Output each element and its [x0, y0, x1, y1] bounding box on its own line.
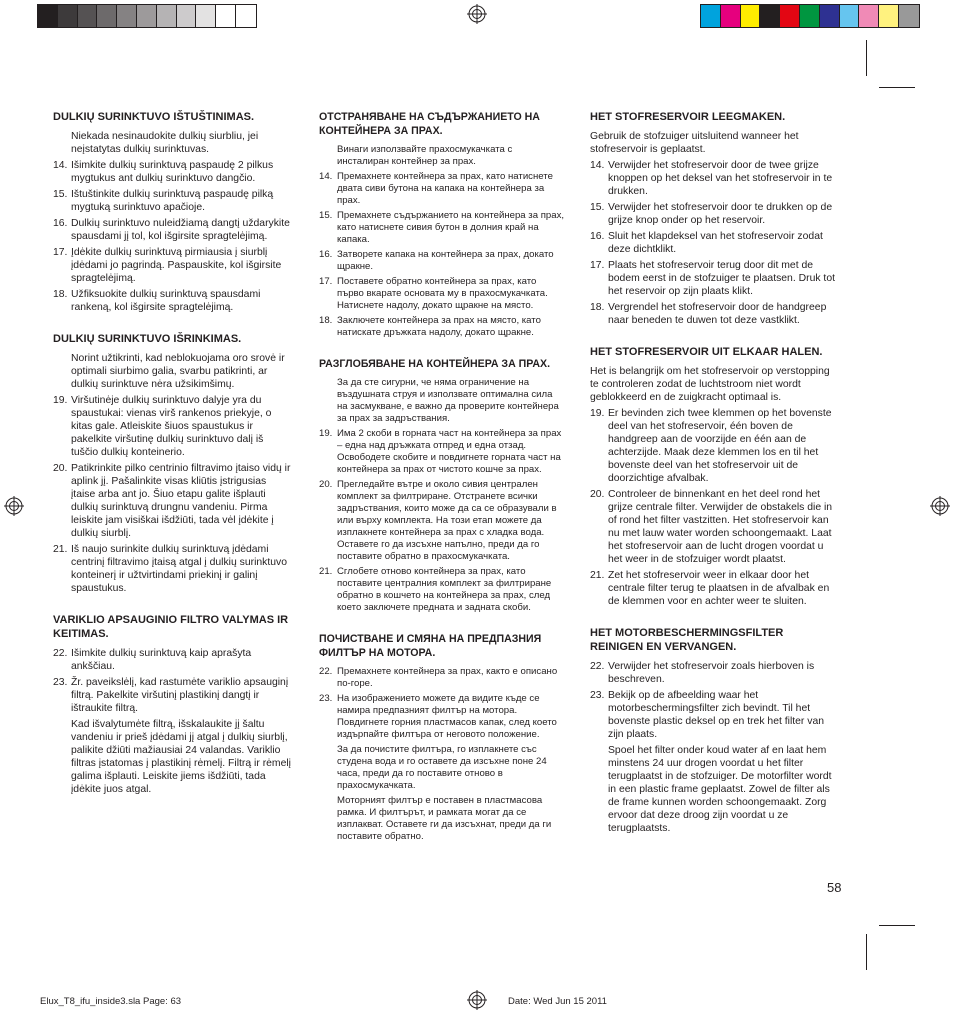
list-item — [319, 315, 565, 339]
color-swatch — [859, 5, 879, 27]
section-heading: DULKIŲ SURINKTUVO IŠTUŠTINIMAS. — [53, 111, 255, 123]
list-item — [53, 543, 293, 595]
step-text: Išimkite dulkių surinktuvą paspaudę 2 pilkus mygtukus ant dulkių surinktuvo dangčio. — [71, 160, 274, 184]
step-number: 19. — [590, 408, 605, 419]
step-text: Zet het stofreservoir weer in elkaar door het centrale filter terug te plaatsen in de afvalbak en de klemmen voor en achter weer te sluiten. — [608, 570, 830, 607]
gray-swatch — [117, 5, 137, 27]
list-item — [590, 660, 835, 686]
list-item — [319, 428, 565, 476]
lt-section-motor-filter — [53, 613, 293, 796]
step-number: 16. — [319, 249, 333, 260]
list-item — [53, 462, 293, 540]
section-heading: HET STOFRESERVOIR LEEGMAKEN. — [590, 111, 786, 123]
dutch-column — [590, 110, 835, 853]
step-text: Controleer de binnenkant en het deel rond het grijze centrale filter. Verwijder de obstakels die in of rond het filter vastzitten. Het stofreservoir kan nu met lauw water worden schoongemaakt. Laat het stofreservoir aan de lucht drogen voordat u het weer in de stofzuiger wordt plaatst. — [608, 489, 833, 565]
list-item — [590, 689, 835, 741]
step-number: 15. — [319, 210, 333, 221]
nl-section-disassembly — [590, 345, 835, 608]
bg-section-motor-filter — [319, 632, 565, 843]
numbered-steps — [590, 159, 835, 327]
numbered-steps — [53, 394, 293, 595]
gray-swatch — [177, 5, 197, 27]
step-number: 20. — [53, 463, 68, 474]
list-item — [319, 479, 565, 563]
list-item — [590, 259, 835, 298]
step-number: 22. — [590, 661, 605, 672]
color-swatch — [741, 5, 761, 27]
section-heading: ПОЧИСТВАНЕ И СМЯНА НА ПРЕДПАЗНИЯ ФИЛТЪР НА МОТОРА. — [319, 633, 542, 659]
lt-section-disassembly — [53, 332, 293, 595]
list-item — [590, 569, 835, 608]
list-item — [590, 407, 835, 485]
list-item — [319, 171, 565, 207]
registration-mark-bottom — [467, 990, 487, 1010]
step-text: Vergrendel het stofreservoir door de handgreep naar beneden te duwen tot deze vastklikt. — [608, 302, 827, 326]
bg-section-emptying — [319, 110, 565, 339]
footer-file-info: Elux_T8_ifu_inside3.sla Page: 63 — [40, 996, 182, 1007]
numbered-steps — [590, 407, 835, 608]
gray-swatch — [137, 5, 157, 27]
gray-swatch — [196, 5, 216, 27]
step-text: Er bevinden zich twee klemmen op het bovenste deel van het stofreservoir, één boven de handgreep aan de voorzijde en één aan de achterzijde. Maak deze klemmen los en til het bovenste deel van het stofreservoir uit de doorzichtige afvalbak. — [608, 408, 832, 484]
lithuanian-column — [53, 110, 293, 814]
section-heading: HET MOTORBESCHERMINGSFILTER REINIGEN EN VERVANGEN. — [590, 627, 784, 653]
numbered-steps — [590, 660, 835, 741]
gray-swatch — [236, 5, 256, 27]
step-number: 17. — [319, 276, 333, 287]
step-text: Затворете капака на контейнера за прах, докато щракне. — [337, 249, 554, 272]
numbered-steps — [319, 666, 565, 741]
bg-section-disassembly — [319, 357, 565, 614]
step-number: 19. — [319, 428, 333, 439]
step-number: 20. — [319, 479, 333, 490]
step-number: 14. — [319, 171, 333, 182]
registration-mark-left — [4, 496, 24, 516]
step-number: 22. — [53, 648, 68, 659]
list-item — [53, 394, 293, 459]
step-text: Поставете обратно контейнера за прах, като първо вкарате основата му в прахосмукачката. Натиснете надолу, докато щракне на място. — [337, 276, 548, 311]
section-intro: Norint užtikrinti, kad neblokuojama oro srovė ir optimali siurbimo galia, svarbu patikrinti, ar dulkių surinktuve nėra užsikimšimų. — [71, 353, 285, 390]
step-number: 15. — [53, 189, 68, 200]
step-number: 23. — [590, 690, 605, 701]
step-number: 18. — [53, 289, 68, 300]
page-number: 58 — [827, 880, 842, 895]
list-item — [53, 159, 293, 185]
step-number: 23. — [319, 693, 333, 704]
list-item — [319, 693, 565, 741]
step-number: 21. — [590, 570, 605, 581]
step-text: Įdėkite dulkių surinktuvą pirmiausia į siurblį įdėdami jo pagrindą. Paspauskite, kol išgirsite spragtelėjimą. — [71, 247, 282, 284]
list-item — [590, 159, 835, 198]
list-item — [53, 246, 293, 285]
gray-swatch — [58, 5, 78, 27]
numbered-steps — [53, 159, 293, 314]
step-text: Žr. paveikslėlį, kad rastumėte variklio apsauginį filtrą. Pakelkite viršutinį plastikinį dangtį ir ištraukite filtrą. — [71, 677, 289, 714]
crop-mark-bottom-vertical — [866, 934, 867, 970]
list-item — [590, 488, 835, 566]
step-number: 19. — [53, 395, 68, 406]
step-text: Iš naujo surinkite dulkių surinktuvą įdėdami centrinį filtravimo įtaisą atgal į dulkių surinktuvo konteinerį ir užtvirtindami priekinį ir galinį spaustukus. — [71, 544, 287, 594]
color-swatch — [820, 5, 840, 27]
step-text: Ištuštinkite dulkių surinktuvą paspaudę pilką mygtuką surinktuvo apačioje. — [71, 189, 274, 213]
continuation-paragraph: Spoel het filter onder koud water af en laat hem minstens 24 uur drogen voordat u het filter terugplaatst in de stofzuiger. De motorfilter wordt in een plastic frame geplaatst. Zowel de filter als de frame kunnen worden schoongemaakt. Zorg ervoor dat deze droog zijn voordat u ze terugplaatsts. — [608, 745, 832, 834]
step-number: 14. — [590, 160, 605, 171]
crop-mark-top-vertical — [866, 40, 867, 76]
section-intro: За да сте сигурни, че няма ограничение на въздушната струя и използвате оптимална сила на засмукване, е важно да проверите контейнера за прах за задръствания. — [337, 377, 559, 424]
bulgarian-column — [319, 110, 565, 861]
color-swatch — [899, 5, 919, 27]
section-intro: Het is belangrijk om het stofreservoir op verstopping te controleren zodat de luchtstroom niet wordt geblokkeerd en de zuigkracht optimaal is. — [590, 366, 830, 403]
section-heading: HET STOFRESERVOIR UIT ELKAAR HALEN. — [590, 346, 823, 358]
step-text: Užfiksuokite dulkių surinktuvą spausdami rankeną, kol išgirsite spragtelėjimą. — [71, 289, 261, 313]
crop-mark-bottom-horizontal — [879, 925, 915, 926]
step-number: 17. — [590, 260, 605, 271]
step-number: 16. — [53, 218, 68, 229]
step-number: 15. — [590, 202, 605, 213]
section-intro: Винаги използвайте прахосмукачката с инсталиран контейнер за прах. — [337, 144, 513, 167]
continuation-paragraph: Моторният филтър е поставен в пластмасова рамка. И филтърът, и рамката могат да се изплакват. Оставете ги да изсъхнат, преди да ги поставите обратно. — [337, 795, 552, 842]
numbered-steps — [53, 647, 293, 715]
registration-mark-top — [467, 4, 487, 24]
list-item — [319, 276, 565, 312]
step-text: Премахнете съдържанието на контейнера за прах, като натиснете сивия бутон в долния край на капака. — [337, 210, 565, 245]
list-item — [319, 566, 565, 614]
gray-calibration-bar — [37, 4, 257, 28]
list-item — [590, 230, 835, 256]
numbered-steps — [319, 171, 565, 339]
color-swatch — [800, 5, 820, 27]
step-text: Сглобете отново контейнера за прах, като поставите централния комплект за филтриране обратно в кошчето на контейнера за прах, след което заключете предната и задната скоби. — [337, 566, 552, 613]
gray-swatch — [216, 5, 236, 27]
section-heading: ОТСТРАНЯВАНЕ НА СЪДЪРЖАНИЕТО НА КОНТЕЙНЕРА ЗА ПРАХ. — [319, 111, 540, 137]
section-heading: РАЗГЛОБЯВАНЕ НА КОНТЕЙНЕРА ЗА ПРАХ. — [319, 358, 551, 370]
list-item — [590, 301, 835, 327]
numbered-steps — [319, 428, 565, 614]
continuation-paragraph: Kad išvalytumėte filtrą, išskalaukite jį šaltu vandeniu ir prieš įdėdami jį atgal į dulkių siurblį, palikite džiūti mažiausiai 24 valandas. Variklio filtras įstatomas į plastikinį rėmelį. Filtrą ir rėmelį galima išplauti. Leiskite jiems išdžiūti, tada įdėkite juos atgal. — [71, 719, 291, 795]
step-text: Sluit het klapdeksel van het stofreservoir zodat deze dichtklikt. — [608, 231, 823, 255]
step-text: Dulkių surinktuvo nuleidžiamą dangtį uždarykite spausdami jį tol, kol išgirsite spragtelėjimą. — [71, 218, 290, 242]
step-number: 22. — [319, 666, 333, 677]
color-swatch — [780, 5, 800, 27]
list-item — [590, 201, 835, 227]
list-item — [53, 188, 293, 214]
footer-date: Date: Wed Jun 15 2011 — [508, 996, 607, 1007]
step-text: Verwijder het stofreservoir door te drukken op de grijze knop onder op het reservoir. — [608, 202, 833, 226]
nl-section-emptying — [590, 110, 835, 327]
gray-swatch — [157, 5, 177, 27]
step-number: 14. — [53, 160, 68, 171]
step-text: Išimkite dulkių surinktuvą kaip aprašyta ankščiau. — [71, 648, 252, 672]
gray-swatch — [78, 5, 98, 27]
list-item — [319, 666, 565, 690]
step-number: 21. — [53, 544, 68, 555]
step-number: 20. — [590, 489, 605, 500]
gray-swatch — [38, 5, 58, 27]
list-item — [53, 288, 293, 314]
step-number: 21. — [319, 566, 333, 577]
color-swatch — [879, 5, 899, 27]
step-text: Viršutinėje dulkių surinktuvo dalyje yra du spaustukai: vienas virš rankenos priekyje, o kitas gale. Atleiskite šiuos spaustukus ir pakelkite viršutinę dulkių surinktuvo dalį iš tuščio dulkių konteinerio. — [71, 395, 272, 458]
step-text: Заключете контейнера за прах на място, като натискате дръжката надолу, докато щракне. — [337, 315, 541, 338]
list-item — [319, 210, 565, 246]
step-text: Има 2 скоби в горната част на контейнера за прах – една над дръжката отпред и една отзад. Освободете скобите и повдигнете горната част на контейнера за прах от чистото кошче за прах. — [337, 428, 562, 475]
color-swatch — [760, 5, 780, 27]
step-text: Премахнете контейнера за прах, като натиснете двата сиви бутона на капака на контейнера за прах. — [337, 171, 553, 206]
step-number: 23. — [53, 677, 68, 688]
step-text: Прегледайте вътре и около сивия централен комплект за филтриране. Отстранете всички задръствания, които може да са се образували в или върху комплекта. На този етап можете да изплакнете контейнера за прах с хладка вода. Оставете го да изсъхне напълно, преди да го поставите обратно в прахосмукачката. — [337, 479, 557, 562]
nl-section-motor-filter — [590, 626, 835, 835]
step-text: Премахнете контейнера за прах, както е описано по-горе. — [337, 666, 558, 689]
section-heading: DULKIŲ SURINKTUVO IŠRINKIMAS. — [53, 333, 242, 345]
list-item — [53, 217, 293, 243]
step-text: Plaats het stofreservoir terug door dit met de bodem eerst in de stofzuiger te plaatsen. Druk tot het reservoir op zijn plaats klikt. — [608, 260, 835, 297]
continuation-paragraph: За да почистите филтъра, го изплакнете със студена вода и го оставете да изсъхне поне 24 часа, преди да го поставите отново в прахосмукачката. — [337, 744, 547, 791]
section-heading: VARIKLIO APSAUGINIO FILTRO VALYMAS IR KEITIMAS. — [53, 614, 289, 640]
step-number: 17. — [53, 247, 68, 258]
color-swatch — [840, 5, 860, 27]
step-text: Bekijk op de afbeelding waar het motorbeschermingsfilter zich bevindt. Til het bovenste plastic deksel op en trek het filter van zijn plaats. — [608, 690, 825, 740]
list-item — [53, 647, 293, 673]
lt-section-emptying — [53, 110, 293, 314]
section-intro: Gebruik de stofzuiger uitsluitend wanneer het stofreservoir is geplaatst. — [590, 131, 799, 155]
list-item — [53, 676, 293, 715]
step-number: 16. — [590, 231, 605, 242]
step-text: Patikrinkite pilko centrinio filtravimo įtaiso vidų ir aplink jį. Pašalinkite visas kliūtis įstrigusias įtaise arba ant jo. Šiuo etapu galite išplauti dulkių surinktuvą drungnu vandeniu. Pirma leiskite jam visiškai išdžiūti, tada vėl įdėkite į dulkių siurblį. — [71, 463, 291, 539]
color-swatch — [701, 5, 721, 27]
step-number: 18. — [319, 315, 333, 326]
color-swatch — [721, 5, 741, 27]
gray-swatch — [97, 5, 117, 27]
list-item — [319, 249, 565, 273]
color-calibration-bar — [700, 4, 920, 28]
section-intro: Niekada nesinaudokite dulkių siurbliu, jei neįstatytas dulkių surinktuvas. — [71, 131, 259, 155]
registration-mark-right — [930, 496, 950, 516]
step-number: 18. — [590, 302, 605, 313]
step-text: Verwijder het stofreservoir door de twee grijze knoppen op het deksel van het stofreservoir in te drukken. — [608, 160, 833, 197]
step-text: Verwijder het stofreservoir zoals hierboven is beschreven. — [608, 661, 815, 685]
step-text: На изображението можете да видите къде се намира предпазният филтър на мотора. Повдигнете горния пластмасов капак, след което издърпайте филтъра от неговото положение. — [337, 693, 557, 740]
crop-mark-top-horizontal — [879, 87, 915, 88]
